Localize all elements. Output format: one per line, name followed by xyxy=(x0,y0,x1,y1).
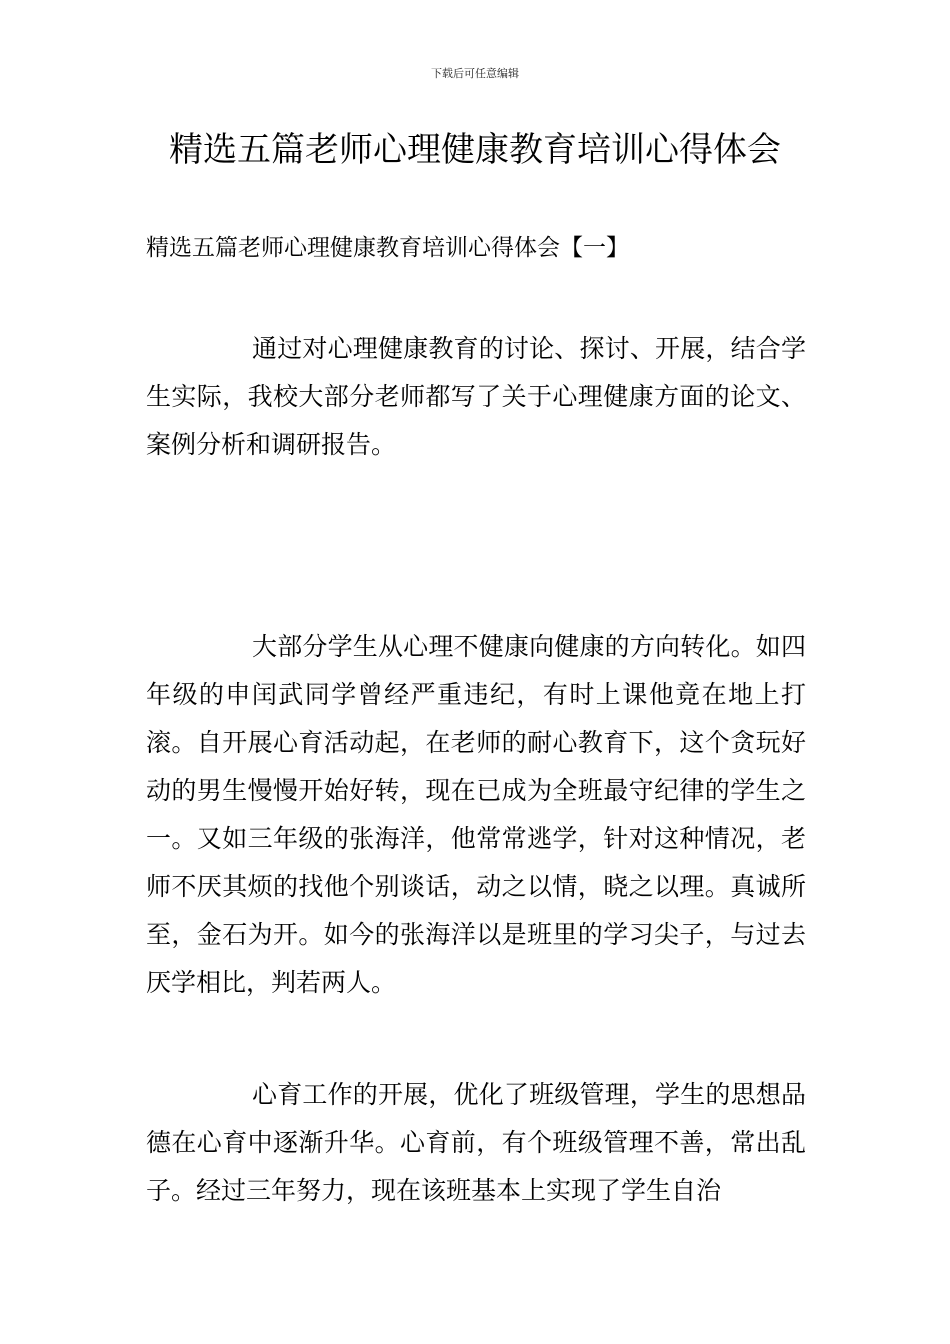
section-heading: 精选五篇老师心理健康教育培训心得体会【一】 xyxy=(146,235,629,261)
body-paragraph-2: 大部分学生从心理不健康向健康的方向转化。如四年级的申闰武同学曾经严重违纪，有时上课他竟在地上打滚。自开展心育活动起，在老师的耐心教育下，这个贪玩好动的男生慢慢开始好转，现在已成为全班最守纪律的学生之一。又如三年级的张海洋，他常常逃学，针对这种情况，老师不厌其烦的找他个别谈话，动之以情，晓之以理。真诚所至，金石为开。如今的张海洋以是班里的学习尖子，与过去厌学相比，判若两人。 xyxy=(146,632,806,997)
document-title: 精选五篇老师心理健康教育培训心得体会 xyxy=(169,130,781,170)
header-note: 下载后可任意编辑 xyxy=(431,67,519,80)
body-paragraph-3: 心育工作的开展，优化了班级管理，学生的思想品德在心育中逐渐升华。心育前，有个班级管理不善，常出乱子。经过三年努力，现在该班基本上实现了学生自治 xyxy=(146,1080,806,1205)
body-paragraph-1: 通过对心理健康教育的讨论、探讨、开展，结合学生实际，我校大部分老师都写了关于心理健康方面的论文、案例分析和调研报告。 xyxy=(146,334,806,459)
